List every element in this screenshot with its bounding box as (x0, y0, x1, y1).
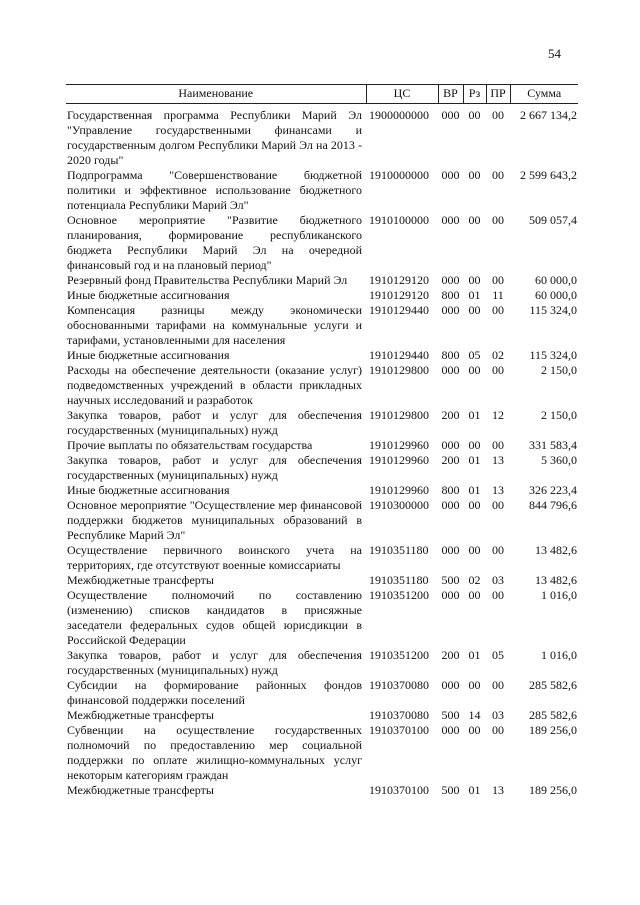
row-pr-cell: 00 (492, 303, 504, 317)
row-cs-cell: 1910370080 (369, 708, 429, 722)
table-row (66, 723, 578, 783)
table-row (66, 783, 578, 798)
table-row (66, 348, 578, 363)
table-row (66, 438, 578, 453)
column-header-rz: Рз (463, 85, 486, 104)
row-pr-cell: 05 (492, 648, 504, 662)
row-sum-cell: 1 016,0 (541, 648, 577, 662)
table-row (66, 288, 578, 303)
column-header-cs: ЦС (366, 85, 438, 104)
row-vr-cell: 500 (441, 708, 460, 722)
row-name-cell: Осуществление первичного воинского учета на территориях, где отсутствуют военные комиссариаты (67, 543, 362, 572)
row-name-cell: Государственная программа Республики Марий Эл "Управление государственными финансами и государственным долгом Республики Марий Эл на 2013 - 2020 годы" (67, 108, 362, 167)
table-row (66, 273, 578, 288)
row-rz-cell: 00 (468, 108, 481, 122)
row-name-cell: Расходы на обеспечение деятельности (оказание услуг) подведомственных учреждений в области прикладных научных исследований и разработок (67, 363, 362, 407)
row-cs-cell: 1910351200 (369, 648, 429, 662)
row-rz-cell: 00 (468, 168, 481, 182)
row-vr-cell: 500 (441, 783, 460, 797)
row-pr-cell: 00 (492, 213, 504, 227)
row-pr-cell: 00 (492, 543, 504, 557)
row-cs-cell: 1910129800 (369, 363, 429, 377)
row-pr-cell: 00 (492, 498, 504, 512)
table-row (66, 363, 578, 408)
row-cs-cell: 1910000000 (369, 168, 429, 182)
row-name-cell: Иные бюджетные ассигнования (67, 288, 230, 302)
column-header-pr: ПР (486, 85, 510, 104)
row-rz-cell: 00 (468, 588, 481, 602)
row-sum-cell: 60 000,0 (535, 288, 577, 302)
row-name-cell: Иные бюджетные ассигнования (67, 348, 230, 362)
table-row (66, 213, 578, 273)
table-row (66, 168, 578, 213)
table-header-row (66, 85, 578, 104)
row-vr-cell: 000 (441, 273, 460, 287)
row-cs-cell: 1910129120 (369, 273, 429, 287)
column-header-sum: Сумма (510, 85, 578, 104)
row-pr-cell: 00 (492, 588, 504, 602)
row-rz-cell: 00 (468, 363, 481, 377)
row-cs-cell: 1910129800 (369, 408, 429, 422)
table-row (66, 453, 578, 483)
row-cs-cell: 1910351180 (369, 543, 429, 557)
row-pr-cell: 00 (492, 678, 504, 692)
row-cs-cell: 1910129120 (369, 288, 429, 302)
row-sum-cell: 60 000,0 (535, 273, 577, 287)
row-pr-cell: 02 (492, 348, 504, 362)
row-cs-cell: 1910129960 (369, 453, 429, 467)
row-rz-cell: 00 (468, 678, 481, 692)
row-vr-cell: 000 (441, 303, 460, 317)
table-row (66, 648, 578, 678)
table-row (66, 498, 578, 543)
row-pr-cell: 00 (492, 363, 504, 377)
row-name-cell: Межбюджетные трансферты (67, 708, 214, 722)
row-name-cell: Резервный фонд Правительства Республики Марий Эл (67, 273, 348, 287)
row-vr-cell: 800 (441, 288, 460, 302)
row-pr-cell: 00 (492, 723, 504, 737)
row-pr-cell: 00 (492, 273, 504, 287)
row-sum-cell: 115 324,0 (529, 348, 577, 362)
row-sum-cell: 285 582,6 (529, 708, 577, 722)
row-cs-cell: 1910370080 (369, 678, 429, 692)
table-row (66, 408, 578, 438)
table-row (66, 483, 578, 498)
table-row (66, 303, 578, 348)
column-header-vr: ВР (438, 85, 463, 104)
row-cs-cell: 1910351200 (369, 588, 429, 602)
row-vr-cell: 000 (441, 723, 460, 737)
row-cs-cell: 1910370100 (369, 783, 429, 797)
row-sum-cell: 115 324,0 (529, 303, 577, 317)
column-header-name: Наименование (66, 85, 366, 104)
row-sum-cell: 189 256,0 (529, 783, 577, 797)
table-row (66, 708, 578, 723)
row-name-cell: Закупка товаров, работ и услуг для обеспечения государственных (муниципальных) нужд (67, 453, 362, 482)
table-row (66, 588, 578, 648)
row-name-cell: Компенсация разницы между экономически обоснованными тарифами на коммунальные услуги и тарифами, установленными для населения (67, 303, 362, 347)
row-cs-cell: 1910300000 (369, 498, 429, 512)
row-name-cell: Подпрограмма "Совершенствование бюджетной политики и эффективное использование бюджетного потенциала Республики Марий Эл" (67, 168, 362, 212)
row-vr-cell: 000 (441, 498, 460, 512)
row-vr-cell: 000 (441, 588, 460, 602)
row-vr-cell: 000 (441, 363, 460, 377)
row-vr-cell: 200 (441, 408, 460, 422)
row-rz-cell: 02 (468, 573, 481, 587)
row-sum-cell: 2 599 643,2 (520, 168, 577, 182)
row-vr-cell: 000 (441, 543, 460, 557)
table-row (66, 543, 578, 573)
row-vr-cell: 000 (441, 108, 460, 122)
row-vr-cell: 000 (441, 438, 460, 452)
row-rz-cell: 00 (468, 213, 481, 227)
row-pr-cell: 00 (492, 108, 504, 122)
row-name-cell: Закупка товаров, работ и услуг для обеспечения государственных (муниципальных) нужд (67, 408, 362, 437)
row-cs-cell: 1910129960 (369, 483, 429, 497)
row-rz-cell: 00 (468, 543, 481, 557)
row-rz-cell: 14 (468, 708, 481, 722)
row-name-cell: Межбюджетные трансферты (67, 783, 214, 797)
row-cs-cell: 1910100000 (369, 213, 429, 227)
row-cs-cell: 1910129440 (369, 303, 429, 317)
row-name-cell: Субвенции на осуществление государственных полномочий по предоставлению мер социальной поддержки по оплате жилищно-коммунальных услуг некоторым категориям граждан (67, 723, 362, 782)
row-sum-cell: 509 057,4 (529, 213, 577, 227)
row-name-cell: Основное мероприятие "Развитие бюджетного планирования, формирование республиканского бюджета Республики Марий Эл на очередной финансовый год и на плановый период" (67, 213, 362, 272)
row-pr-cell: 00 (492, 438, 504, 452)
row-name-cell: Прочие выплаты по обязательствам государства (67, 438, 313, 452)
row-rz-cell: 01 (468, 783, 481, 797)
budget-table (66, 84, 578, 798)
table-row (66, 104, 578, 169)
row-rz-cell: 01 (468, 483, 481, 497)
row-sum-cell: 2 667 134,2 (520, 108, 577, 122)
row-vr-cell: 800 (441, 483, 460, 497)
row-sum-cell: 844 796,6 (529, 498, 577, 512)
row-rz-cell: 00 (468, 723, 481, 737)
row-name-cell: Закупка товаров, работ и услуг для обеспечения государственных (муниципальных) нужд (67, 648, 362, 677)
row-pr-cell: 13 (492, 453, 504, 467)
row-vr-cell: 200 (441, 648, 460, 662)
row-rz-cell: 01 (468, 453, 481, 467)
row-rz-cell: 00 (468, 273, 481, 287)
row-sum-cell: 13 482,6 (535, 573, 577, 587)
row-pr-cell: 13 (492, 783, 504, 797)
row-rz-cell: 00 (468, 438, 481, 452)
row-rz-cell: 01 (468, 408, 481, 422)
row-sum-cell: 5 360,0 (541, 453, 577, 467)
table-row (66, 573, 578, 588)
row-name-cell: Субсидии на формирование районных фондов финансовой поддержки поселений (67, 678, 362, 707)
table-row (66, 678, 578, 708)
row-vr-cell: 200 (441, 453, 460, 467)
row-sum-cell: 331 583,4 (529, 438, 577, 452)
row-sum-cell: 189 256,0 (529, 723, 577, 737)
row-vr-cell: 000 (441, 213, 460, 227)
row-name-cell: Осуществление полномочий по составлению (изменению) списков кандидатов в присяжные заседатели федеральных судов общей юрисдикции в Российской Федерации (67, 588, 362, 647)
row-pr-cell: 03 (492, 573, 504, 587)
row-vr-cell: 000 (441, 168, 460, 182)
row-cs-cell: 1910129440 (369, 348, 429, 362)
row-vr-cell: 500 (441, 573, 460, 587)
row-sum-cell: 1 016,0 (541, 588, 577, 602)
row-name-cell: Иные бюджетные ассигнования (67, 483, 230, 497)
row-name-cell: Основное мероприятие "Осуществление мер финансовой поддержки бюджетов муниципальных образований в Республике Марий Эл" (67, 498, 362, 542)
row-cs-cell: 1910370100 (369, 723, 429, 737)
row-sum-cell: 285 582,6 (529, 678, 577, 692)
row-cs-cell: 1910351180 (369, 573, 429, 587)
row-pr-cell: 03 (492, 708, 504, 722)
row-sum-cell: 2 150,0 (541, 408, 577, 422)
row-rz-cell: 00 (468, 498, 481, 512)
row-pr-cell: 12 (492, 408, 504, 422)
row-sum-cell: 2 150,0 (541, 363, 577, 377)
row-pr-cell: 13 (492, 483, 504, 497)
row-cs-cell: 1900000000 (369, 108, 429, 122)
row-pr-cell: 11 (492, 288, 504, 302)
row-rz-cell: 01 (468, 648, 481, 662)
row-sum-cell: 326 223,4 (529, 483, 577, 497)
row-rz-cell: 05 (468, 348, 481, 362)
row-pr-cell: 00 (492, 168, 504, 182)
row-sum-cell: 13 482,6 (535, 543, 577, 557)
page-number: 54 (548, 46, 561, 61)
row-vr-cell: 800 (441, 348, 460, 362)
row-rz-cell: 01 (468, 288, 481, 302)
table-body (66, 104, 578, 799)
row-rz-cell: 00 (468, 303, 481, 317)
row-cs-cell: 1910129960 (369, 438, 429, 452)
row-name-cell: Межбюджетные трансферты (67, 573, 214, 587)
row-vr-cell: 000 (441, 678, 460, 692)
